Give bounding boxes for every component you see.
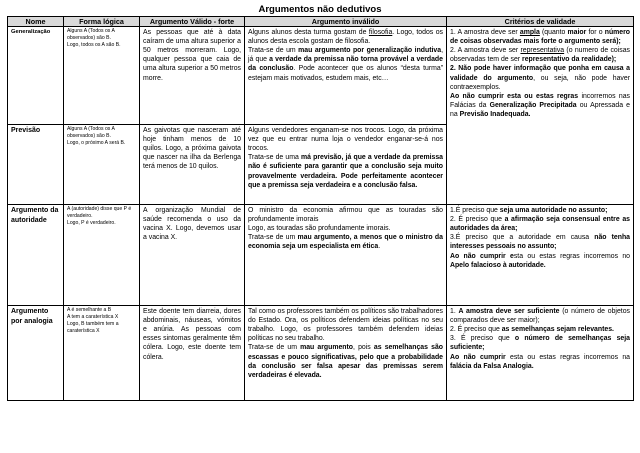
invalid-argument-cell: Alguns alunos desta turma gostam de filosofia. Logo, todos os alunos desta escola gostam de filosofia. Trata-se de um mau argumento por generalização indutiva, já que a verdade da premissa não torna provável a verdade da conclusão. Pode acontecer que os alunos “desta turma” estejam mais motivados, estudem mais, etc… xyxy=(245,27,447,125)
criteria-cell-authority: 1.É preciso que seja uma autoridade no assunto; 2. É preciso que a afirmação seja consensual entre as autoridades da área; 3.É preciso que a autoridade em causa não tenha interesses pessoais no assunto; Ao não cumprir esta ou estas regras incorremos no Apelo falacioso à autoridade. xyxy=(447,205,634,306)
valid-argument-cell: Este doente tem diarreia, dores abdominais, náuseas, vómitos e anúria. As pessoas com esses sintomas geralmente têm cólera. Logo, este doente tem cólera. xyxy=(140,306,245,401)
header-forma-logica: Forma lógica xyxy=(64,17,140,27)
header-nome: Nome xyxy=(8,17,64,27)
invalid-argument-cell: Tal como os professores também os políticos são trabalhadores do Estado. Ora, os políticos defendem ideias políticas no seu trabalho. Logo, os professores também defendem ideias políticas no seu trabalho. Trata-se de um mau argumento, pois as semelhanças são escassas e pouco significativas, pelo que a probabilidade da conclusão ser falsa apesar das premissas serem verdadeiras é elevada. xyxy=(245,306,447,401)
header-criterios: Critérios de validade xyxy=(447,17,634,27)
criteria-cell-induction: 1. A amostra deve ser ampla (quanto maior for o número de coisas observadas mais forte o argumento será); 2. A amostra deve ser representativa (o numero de coisas observadas tem de ser representativo da realidade); 2. Não pode haver informação que ponha em causa a validade do argumento, ou seja, não pode haver contraexemplos. Ao não cumprir esta ou estas regras incorremos nas Falácias da Generalização Precipitada ou Apressada e na Previsão Inadequada. xyxy=(447,27,634,205)
valid-argument-cell: A organização Mundial de saúde recomenda o uso da vacina X. Logo, devemos usar a vacina X. xyxy=(140,205,245,306)
header-argumento-valido: Argumento Válido - forte xyxy=(140,17,245,27)
header-argumento-invalido: Argumento inválido xyxy=(245,17,447,27)
row-name: Generalização xyxy=(8,27,64,125)
forma-logica-cell: Alguns A (Todos os A observados) são B. Logo, todos os A são B. xyxy=(64,27,140,125)
page-title: Argumentos não dedutivos xyxy=(258,4,382,15)
forma-logica-cell: A é semelhante a B A tem a caraterística X Logo, B também tem a caraterística X xyxy=(64,306,140,401)
table-header-row xyxy=(8,17,634,27)
table-row xyxy=(8,27,634,125)
arguments-table xyxy=(7,16,634,401)
forma-logica-cell: A (autoridade) disse que P é verdadeiro. Logo, P é verdadeiro. xyxy=(64,205,140,306)
invalid-argument-cell: Alguns vendedores enganam-se nos trocos. Logo, da próxima vez que eu entrar numa loja o vendedor enganar-se-á nos trocos. Trata-se de uma má previsão, já que a verdade da premissa não é suficiente para garantir que a conclusão seja muito provavelmente verdadeira. Pode perfeitamente acontecer que a premissa seja verdadeira e a conclusão falsa. xyxy=(245,125,447,205)
forma-logica-cell: Alguns A (Todos os A observados) são B. Logo, o próximo A será B. xyxy=(64,125,140,205)
invalid-argument-cell: O ministro da economia afirmou que as touradas são profundamente imorais Logo, as touradas são profundamente imorais. Trata-se de um mau argumento, a menos que o ministro da economia seja um especialista em ética. xyxy=(245,205,447,306)
row-name: Argumento da autoridade xyxy=(8,205,64,306)
table-row xyxy=(8,306,634,401)
valid-argument-cell: As gaivotas que nasceram até hoje tinham menos de 10 quilos. Logo, a próxima gaivota que nascer na ilha da Berlenga terá menos de 10 quilos. xyxy=(140,125,245,205)
row-name: Argumento por analogia xyxy=(8,306,64,401)
row-name: Previsão xyxy=(8,125,64,205)
valid-argument-cell: As pessoas que até à data caíram de uma altura superior a 50 metros morreram. Logo, qualquer pessoa que caia de uma altura superior a 50 metros morre. xyxy=(140,27,245,125)
criteria-cell-analogy: 1. A amostra deve ser suficiente (o número de objetos comparados deve ser maior); 2. É preciso que as semelhanças sejam relevantes. 3. É preciso que o número de semelhanças seja suficiente; Ao não cumprir esta ou estas regras incorremos na falácia da Falsa Analogia. xyxy=(447,306,634,401)
table-row xyxy=(8,205,634,306)
